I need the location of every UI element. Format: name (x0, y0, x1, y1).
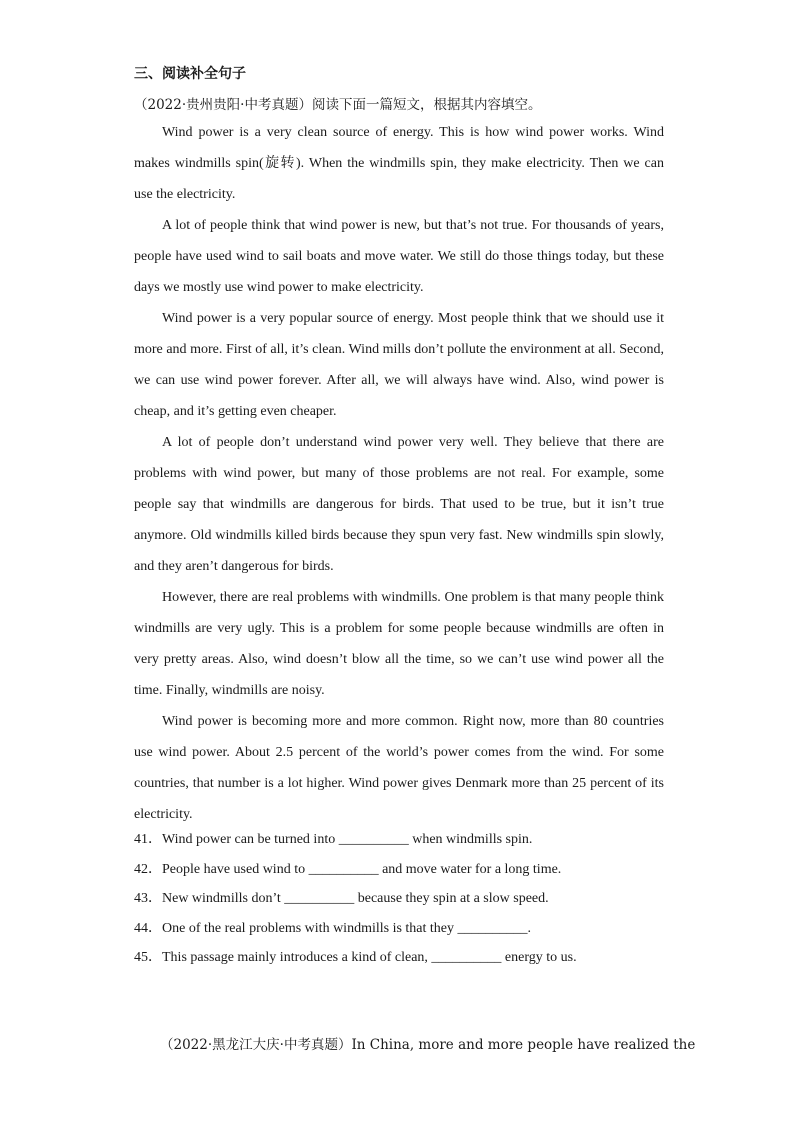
paragraph: Wind power is a very clean source of energy. This is how wind power works. Wind makes windmills spin(旋转). When the windmills spin, they make electricity. Then we can use the electricity. (134, 125, 664, 202)
question-text: New windmills don’t __________ because they spin at a slow speed. (162, 891, 549, 906)
question-item (134, 943, 664, 973)
question-number: 45． (134, 950, 162, 965)
question-item (134, 884, 664, 914)
paragraph: However, there are real problems with windmills. One problem is that many people think windmills are very ugly. This is a problem for some people because windmills are often in very pretty areas. Also, wind doesn’t blow all the time, so we can’t use wind power all the time. Finally, windmills are noisy. (134, 590, 664, 698)
paragraph: Wind power is a very popular source of energy. Most people think that we should use it more and more. First of all, it’s clean. Wind mills don’t pollute the environment at all. Second, we can use wind power forever. After all, we will always have wind. Also, wind power is cheap, and it’s getting even cheaper. (134, 311, 664, 419)
section-title: 三、阅读补全句子 (134, 66, 246, 82)
question-number: 44． (134, 920, 162, 936)
paragraph: Wind power is becoming more and more common. Right now, more than 80 countries use wind power. About 2.5 percent of the world’s power comes from the wind. For some countries, that number is a lot higher. Wind power gives Denmark more than 25 percent of its electricity. (134, 714, 664, 822)
question-text: Wind power can be turned into __________ when windmills spin. (162, 832, 533, 847)
source-line: （2022·贵州贵阳·中考真题）阅读下面一篇短文，根据其内容填空。 (134, 97, 542, 113)
question-text: People have used wind to __________ and move water for a long time. (162, 861, 562, 877)
question-text: This passage mainly introduces a kind of clean, __________ energy to us. (162, 950, 577, 965)
paragraph: A lot of people don’t understand wind power very well. They believe that there are problems with wind power, but many of those problems are not real. For example, some people say that windmills are dangerous for birds. That used to be true, but it isn’t true anymore. Old windmills killed birds because they spun very fast. New windmills spin slowly, and they aren’t dangerous for birds. (134, 435, 664, 574)
next-passage-intro: （2022·黑龙江大庆·中考真题）In China, more and more people have realized the (160, 1037, 696, 1053)
reading-passage (134, 117, 664, 830)
question-text: One of the real problems with windmills is that they __________. (162, 920, 532, 936)
question-item (134, 914, 664, 944)
question-list (134, 825, 664, 973)
question-number: 41． (134, 832, 162, 847)
question-number: 42． (134, 861, 162, 877)
question-number: 43． (134, 891, 162, 906)
question-item (134, 855, 664, 885)
question-item (134, 825, 664, 855)
paragraph: A lot of people think that wind power is new, but that’s not true. For thousands of years, people have used wind to sail boats and move water. We still do those things today, but these days we mostly use wind power to make electricity. (134, 218, 664, 295)
